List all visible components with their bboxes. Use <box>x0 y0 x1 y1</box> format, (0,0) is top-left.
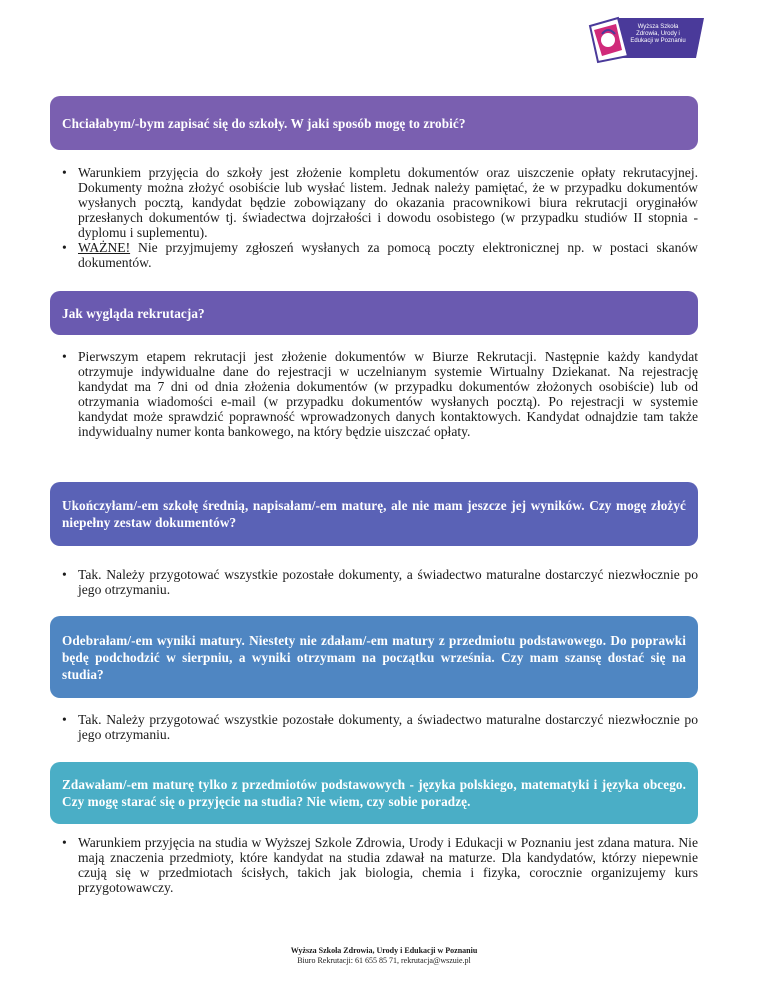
footer-school-name: Wyższa Szkoła Zdrowia, Urody i Edukacji w Poznaniu <box>290 946 478 955</box>
faq-question-3 <box>50 482 698 546</box>
warning-text: Nie przyjmujemy zgłoszeń wysłanych za pomocą poczty elektronicznej np. w postaci skanów dokumentów. <box>78 240 698 270</box>
faq-question-text: Ukończyłam/-em szkołę średnią, napisałam/-em maturę, ale nie mam jeszcze jej wyników. Czy mogę złożyć niepełny zestaw dokumentów? <box>62 498 686 530</box>
answer-item: • Warunkiem przyjęcia na studia w Wyższej Szkole Zdrowia, Urody i Edukacji w Poznaniu jest zdana matura. Nie mają znaczenia przedmioty, które kandydat na studia zdawał na maturze. Dla kandydatów, którzy niepewnie czują się w przedmiotach ścisłych, takich jak biologia, chemia i fizyka, corocznie organizujemy kurs przygotowawczy. <box>78 835 698 895</box>
faq-question-2 <box>50 291 698 335</box>
footer-contact: Biuro Rekrutacji: 61 655 85 71, rekrutacja@wszuie.pl <box>297 956 471 965</box>
faq-question-5 <box>50 762 698 824</box>
logo-text: Wyższa Szkoła Zdrowia, Urody i Edukacji w Poznaniu <box>630 24 686 44</box>
school-logo <box>588 12 710 64</box>
faq-question-text: Zdawałam/-em maturę tylko z przedmiotów podstawowych - języka polskiego, matematyki i języka obcego. Czy mogę starać się o przyjęcie na studia? Nie wiem, czy sobie poradzę. <box>62 777 686 809</box>
faq-answer-3 <box>62 567 698 597</box>
answer-item: • Warunkiem przyjęcia do szkoły jest złożenie kompletu dokumentów oraz uiszczenie opłaty rekrutacyjnej. Dokumenty można złożyć osobiście lub wysłać listem. Jednak należy pamiętać, że w przypadku dokumentów wysłanych pocztą, kandydat będzie zobowiązany do okazania pracownikowi biura rekrutacji oryginałów przesłanych dokumentów tj. świadectwa dojrzałości i dowodu osobistego (w przypadku studiów II stopnia - dyplomu i suplementu). <box>78 165 698 240</box>
faq-answer-4 <box>62 712 698 742</box>
faq-answer-1 <box>62 165 698 270</box>
faq-question-text: Chciałabym/-bym zapisać się do szkoły. W jaki sposób mogę to zrobić? <box>62 115 466 131</box>
faq-question-1 <box>50 96 698 150</box>
faq-question-text: Odebrałam/-em wyniki matury. Niestety nie zdałam/-em matury z przedmiotu podstawowego. Do poprawki będę podchodzić w sierpniu, a wyniki otrzymam na początku września. Czy mam szansę dostać się na studia? <box>62 632 686 682</box>
answer-item: • Tak. Należy przygotować wszystkie pozostałe dokumenty, a świadectwo maturalne dostarczyć niezwłocznie po jego otrzymaniu. <box>78 567 698 597</box>
faq-question-4 <box>50 616 698 698</box>
answer-item: • Pierwszym etapem rekrutacji jest złożenie dokumentów w Biurze Rekrutacji. Następnie każdy kandydat otrzymuje indywidualne dane do rejestracji w uczelnianym systemie Wirtualny Dziekanat. Na rejestrację kandydat ma 7 dni od dnia złożenia dokumentów (w przypadku dokumentów złożonych osobiście) lub od otrzymania wiadomości e-mail (w przypadku dokumentów wysłanych pocztą). Po rejestracji w systemie kandydat może sprawdzić poprawność wprowadzonych danych kontaktowych. Kandydat odnajdzie tam także indywidualny numer konta bankowego, na który będzie uiszczać opłaty. <box>78 349 698 439</box>
page-footer <box>0 946 768 966</box>
warning-label: WAŻNE! <box>78 240 131 255</box>
faq-answer-5 <box>62 835 698 895</box>
faq-question-text: Jak wygląda rekrutacja? <box>62 305 205 321</box>
faq-answer-2 <box>62 349 698 439</box>
answer-item-warning <box>78 240 698 270</box>
answer-item: • Tak. Należy przygotować wszystkie pozostałe dokumenty, a świadectwo maturalne dostarczyć niezwłocznie po jego otrzymaniu. <box>78 712 698 742</box>
